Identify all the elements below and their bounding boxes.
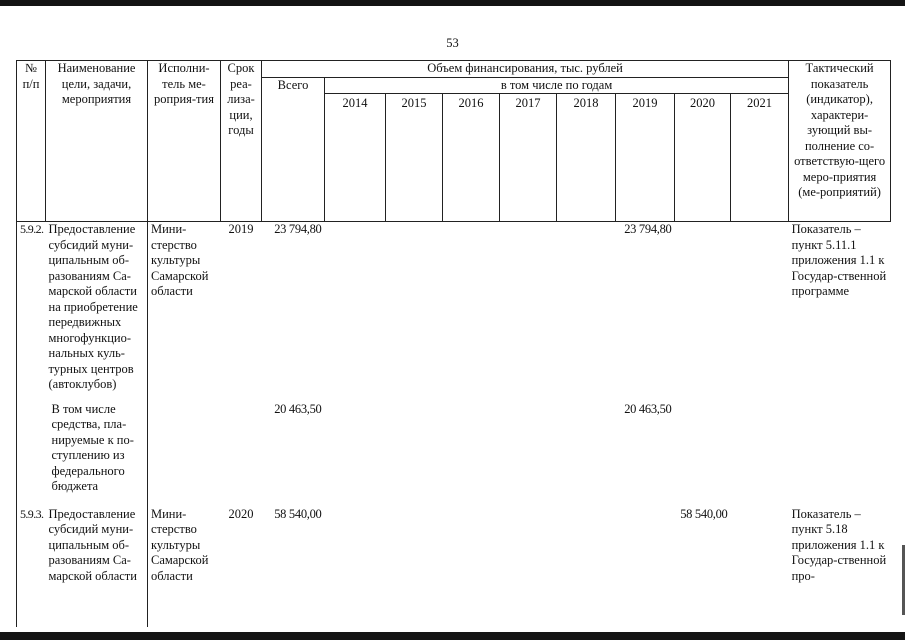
header-num: № п/п — [17, 61, 46, 222]
row-year-value — [386, 402, 443, 507]
row-year-value — [500, 507, 557, 627]
row-year-value — [325, 507, 386, 627]
header-year: 2014 — [325, 94, 386, 222]
page-number: 53 — [446, 36, 459, 50]
row-year-value — [386, 507, 443, 627]
row-year-value: 58 540,00 — [680, 506, 728, 521]
row-year-value — [500, 222, 557, 402]
header-year: 2018 — [557, 94, 616, 222]
header-year: 2021 — [731, 94, 789, 222]
row-year-value — [675, 222, 731, 402]
header-year: 2015 — [386, 94, 443, 222]
row-year-value — [731, 402, 789, 507]
header-total: Всего — [262, 77, 325, 222]
row-indicator: Показатель – пункт 5.11.1 приложения 1.1 к Государ-ственной программе — [791, 222, 887, 298]
row-year-value — [731, 222, 789, 402]
header-year: 2016 — [443, 94, 500, 222]
row-year-value — [557, 222, 616, 402]
row-year-value — [325, 222, 386, 402]
row-number — [17, 402, 46, 507]
row-year-value: 20 463,50 — [624, 401, 672, 416]
row-total: 23 794,80 — [274, 222, 322, 236]
table-row — [17, 402, 891, 507]
row-term: 2020 — [228, 506, 254, 521]
row-name: Предоставление субсидий муни-ципальным об-разованиям Са-марской области — [46, 507, 148, 627]
header-by-years: в том числе по годам — [325, 77, 789, 94]
table-row — [17, 507, 891, 627]
row-executor — [148, 402, 221, 507]
row-indicator — [789, 402, 891, 507]
header-funding: Объем финансирования, тыс. рублей — [262, 61, 789, 78]
funding-table — [16, 60, 891, 627]
row-name: В том числе средства, пла-нируемые к по-ступлению из федерального бюджета — [46, 402, 148, 507]
row-executor: Мини-стерство культуры Самарской области — [151, 506, 209, 583]
row-year-value: 23 794,80 — [624, 222, 672, 236]
header-executor: Исполни-тель ме-роприя-тия — [148, 61, 221, 222]
row-executor: Мини-стерство культуры Самарской области — [151, 222, 209, 298]
row-year-value — [500, 402, 557, 507]
row-year-value — [675, 402, 731, 507]
row-name: Предоставление субсидий муни-ципальным об-разованиям Са-марской области на приобретение передвижных многофункцио-нальных куль-турных центров (автоклубов) — [46, 222, 148, 402]
top-border-bar — [0, 0, 905, 6]
header-indicator: Тактический показатель (индикатор), характери-зующий вы-полнение со-ответствую-щего меро-приятия (ме-роприятий) — [789, 61, 891, 222]
row-year-value — [731, 507, 789, 627]
row-year-value — [557, 402, 616, 507]
row-term: 2019 — [228, 222, 254, 236]
row-year-value — [616, 507, 675, 627]
row-year-value — [557, 507, 616, 627]
row-year-value — [325, 402, 386, 507]
row-total: 58 540,00 — [274, 506, 322, 521]
row-number: 5.9.3. — [17, 507, 46, 627]
row-year-value — [443, 402, 500, 507]
row-year-value — [443, 222, 500, 402]
header-year: 2020 — [675, 94, 731, 222]
header-year: 2019 — [616, 94, 675, 222]
bottom-border-bar — [0, 632, 905, 640]
row-year-value — [386, 222, 443, 402]
row-year-value — [443, 507, 500, 627]
header-term: Срок реа-лиза-ции, годы — [221, 61, 262, 222]
header-year: 2017 — [500, 94, 557, 222]
table-row — [17, 222, 891, 402]
row-indicator: Показатель – пункт 5.18 приложения 1.1 к Государ-ственной про- — [791, 506, 887, 583]
row-number: 5.9.2. — [17, 222, 46, 402]
row-total: 20 463,50 — [274, 401, 322, 416]
row-term — [221, 402, 262, 507]
header-name: Наименование цели, задачи, мероприятия — [46, 61, 148, 222]
